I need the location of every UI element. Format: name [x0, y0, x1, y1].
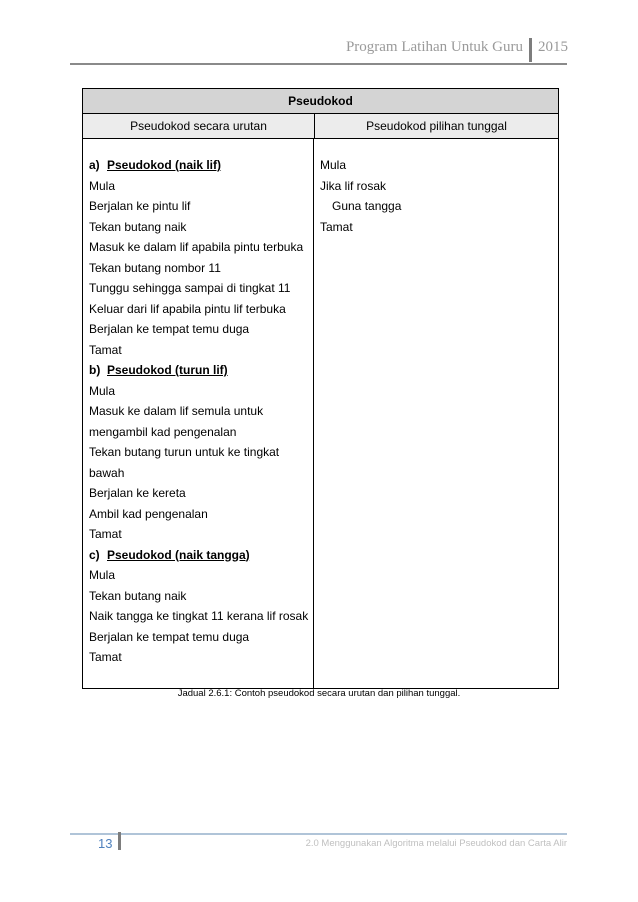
pseudocode-table [82, 88, 559, 689]
single-choice-pseudocode-cell [314, 139, 558, 688]
pseudocode-line: Tamat [320, 219, 353, 234]
pseudocode-line: Tekan butang turun untuk ke tingkat [89, 445, 280, 459]
pseudocode-line: Masuk ke dalam lif semula untuk [89, 404, 264, 418]
pseudocode-line: Ambil kad pengenalan [89, 506, 208, 521]
table-title: Pseudokod [83, 89, 558, 114]
section-heading [89, 545, 313, 566]
pseudocode-line: Berjalan ke tempat temu duga [89, 322, 250, 336]
header-year: 2015 [538, 39, 568, 55]
pseudocode-line: Jika lif rosak [320, 178, 387, 193]
page-number: 13 [98, 836, 113, 851]
column-header-sequence: Pseudokod secara urutan [83, 114, 315, 138]
section-label: b) [89, 363, 101, 377]
pseudocode-line: Mula [89, 568, 116, 582]
pseudocode-line: Naik tangga ke tingkat 11 kerana lif rosak [89, 609, 309, 623]
pseudocode-line: Tekan butang naik [89, 588, 187, 603]
column-header-single-choice: Pseudokod pilihan tunggal [366, 119, 507, 133]
pseudocode-line: Tekan butang naik [89, 219, 187, 234]
pseudocode-line: Berjalan ke tempat temu duga [89, 629, 250, 644]
page-header [346, 38, 568, 64]
table-column-headers [83, 114, 558, 139]
pseudocode-line: Masuk ke dalam lif apabila pintu terbuka [89, 240, 304, 254]
pseudocode-line: Tamat [89, 650, 122, 664]
section-label: a) [89, 158, 100, 172]
pseudocode-line: Tamat [89, 342, 122, 357]
table-body [83, 139, 558, 688]
section-title: Pseudokod (turun lif) [107, 363, 228, 377]
section-title: Pseudokod (naik lif) [107, 158, 222, 172]
pseudocode-line: Tekan butang nombor 11 [89, 260, 221, 275]
footer-chapter-title: 2.0 Menggunakan Algoritma melalui Pseudokod dan Carta Alir [305, 838, 567, 849]
pseudocode-line: Mula [320, 158, 347, 172]
pseudocode-line: Tunggu sehingga sampai di tingkat 11 [89, 281, 291, 295]
pseudocode-line: Keluar dari lif apabila pintu lif terbuka [89, 301, 286, 316]
pseudocode-line: Mula [89, 178, 116, 193]
pseudocode-line: Berjalan ke kereta [89, 486, 186, 500]
pseudocode-line: Berjalan ke pintu lif [89, 199, 191, 213]
section-heading [89, 360, 313, 381]
pseudocode-line: Guna tangga [332, 199, 402, 213]
table-caption: Jadual 2.6.1: Contoh pseudokod secara urutan dan pilihan tunggal. [177, 688, 461, 699]
sequence-pseudocode-cell [83, 139, 314, 688]
pseudocode-line: Mula [89, 383, 116, 398]
pseudocode-line: mengambil kad pengenalan [89, 424, 237, 439]
footer-divider [118, 832, 121, 850]
section-heading [89, 155, 313, 176]
section-title: Pseudokod (naik tangga) [107, 547, 250, 562]
pseudocode-line: Tamat [89, 527, 122, 541]
pseudocode-line: bawah [89, 465, 125, 480]
header-rule [70, 63, 567, 65]
header-divider [529, 38, 532, 62]
header-title: Program Latihan Untuk Guru [345, 39, 523, 55]
footer-rule [70, 833, 567, 835]
section-label: c) [89, 547, 100, 562]
